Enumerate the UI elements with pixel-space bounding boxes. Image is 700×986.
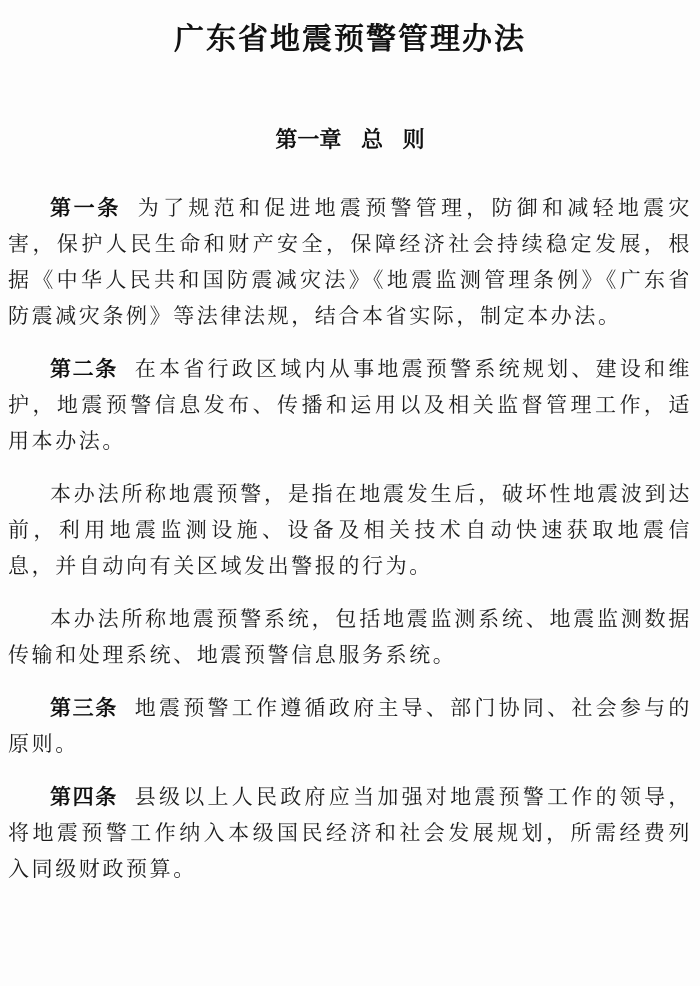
article-text: 地震预警工作遵循政府主导、部门协同、社会参与的原则。 <box>8 696 692 756</box>
article-label: 第四条 <box>50 785 118 809</box>
article-text: 为了规范和促进地震预警管理，防御和减轻地震灾害，保护人民生命和财产安全，保障经济社会持续稳定发展，根据《中华人民共和国防震减灾法》《地震监测管理条例》《广东省防震减灾条例》等法律法规，结合本省实际，制定本办法。 <box>8 196 692 328</box>
article-label: 第一条 <box>50 196 121 220</box>
article-paragraph <box>8 190 692 334</box>
article-text: 本办法所称地震预警系统，包括地震监测系统、地震监测数据传输和处理系统、地震预警信息服务系统。 <box>8 607 692 667</box>
chapter-heading: 第一章 总 则 <box>275 128 425 153</box>
document-body <box>8 190 692 904</box>
article-paragraph <box>8 779 692 887</box>
document-title: 广东省地震预警管理办法 <box>174 22 526 57</box>
article-paragraph <box>8 351 692 459</box>
article-label: 第三条 <box>50 696 118 720</box>
article-text: 在本省行政区域内从事地震预警系统规划、建设和维护，地震预警信息发布、传播和运用以及相关监督管理工作，适用本办法。 <box>8 357 692 453</box>
article-paragraph <box>8 476 692 584</box>
article-label: 第二条 <box>50 357 118 381</box>
article-text: 县级以上人民政府应当加强对地震预警工作的领导，将地震预警工作纳入本级国民经济和社会发展规划，所需经费列入同级财政预算。 <box>8 785 692 881</box>
article-paragraph <box>8 601 692 673</box>
article-text: 本办法所称地震预警，是指在地震发生后，破坏性地震波到达前，利用地震监测设施、设备及相关技术自动快速获取地震信息，并自动向有关区域发出警报的行为。 <box>8 482 692 578</box>
article-paragraph <box>8 690 692 762</box>
